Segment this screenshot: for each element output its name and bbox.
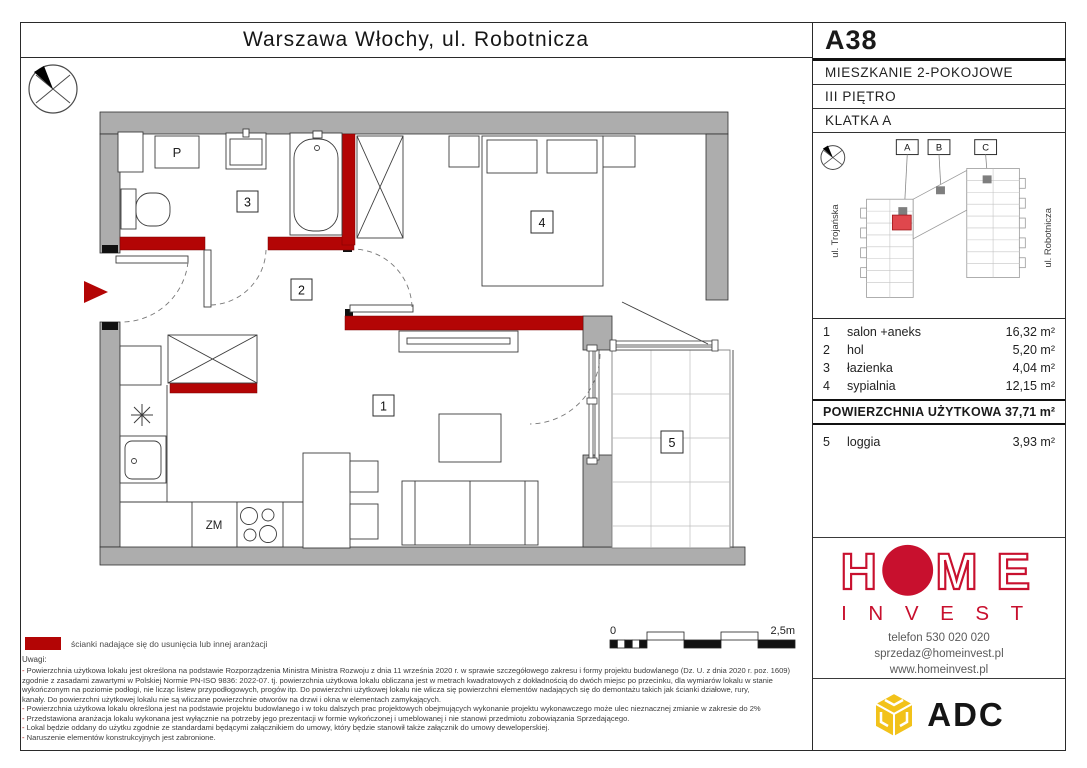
logo-letter-e: E — [996, 542, 1031, 600]
table-row: 4 sypialnia 12,15 m² — [823, 379, 1055, 393]
total-area-row: POWIERZCHNIA UŻYTKOWA 37,71 m² — [813, 399, 1065, 425]
street-right-label: ul. Robotnicza — [1042, 208, 1054, 268]
room-label-2: 2 — [298, 283, 305, 298]
site-compass-icon — [821, 146, 845, 170]
entrance-arrow — [84, 281, 108, 303]
legend — [25, 637, 268, 650]
logo-letter-o-dot — [882, 545, 933, 596]
developer-logo-block — [813, 537, 1065, 678]
removable-wall-swatch — [25, 637, 61, 650]
chair-1 — [350, 461, 378, 492]
red-wall-bath-right — [268, 237, 354, 250]
street-left-label: ul. Trojańska — [828, 204, 840, 258]
unit-floor: III PIĘTRO — [813, 85, 1066, 109]
table-row: 2 hol 5,20 m² — [823, 343, 1055, 357]
wall-left-lower — [100, 322, 120, 547]
compass-icon — [24, 60, 82, 118]
title-band — [20, 22, 812, 58]
room-label-4: 4 — [538, 216, 546, 230]
wall-top — [100, 112, 728, 134]
legal-notes — [22, 666, 808, 742]
bathtub-tap — [313, 131, 322, 138]
floor-plan — [80, 98, 752, 570]
highlighted-unit — [892, 215, 911, 230]
website: www.homeinvest.pl — [889, 664, 989, 676]
red-wall-wardrobe — [170, 383, 257, 393]
logo-letter-m: M — [935, 542, 978, 600]
boiler-symbol — [131, 404, 153, 426]
red-wall-bedroom-side — [342, 134, 355, 245]
window-salon-loggia — [589, 350, 593, 460]
note-line: - Przedstawiona aranżacja lokalu wykonana jest wyłącznie na potrzeby jego prezentacji w formie wykończonej i umeblowanej i nie stanowi przedmiotu zobowiązania Sprzedającego. — [22, 713, 630, 723]
red-wall-bedroom-long — [345, 316, 583, 330]
nightstand-left — [449, 136, 479, 167]
kitchen-sink-basin — [125, 441, 161, 479]
stairwell-a: A — [904, 141, 911, 153]
partner-name: ADC — [927, 696, 1005, 733]
scale-start: 0 — [610, 625, 617, 637]
rooms-table — [813, 318, 1065, 451]
adc-cube-icon — [873, 692, 915, 738]
note-line: - Powierzchnia użytkowa lokalu jest określona na podstawie Rozporządzenia Ministra Ministra Rozwoju z dnia 11 września 2020 r. w sprawie szczegółowego zakresu i formy projektu budowlanego (Dz. U. z dnia 2020 r. poz. 1609) — [22, 666, 791, 675]
unit-type: MIESZKANIE 2-POKOJOWE — [813, 61, 1066, 85]
dishwasher-label: ZM — [205, 520, 223, 532]
wall-pier-lower — [583, 455, 612, 547]
contact-info — [874, 630, 1003, 678]
phone: telefon 530 020 020 — [888, 632, 990, 644]
notes-title: Uwagi: — [22, 655, 47, 664]
wall-left-upper — [100, 134, 120, 253]
wall-bottom — [100, 547, 745, 565]
red-wall-bath-left — [120, 237, 205, 250]
unit-code: A38 — [813, 22, 1066, 61]
unit-entrance: KLATKA A — [813, 109, 1066, 133]
note-line: - Powierzchnia użytkowa lokalu określona jest na podstawie projektu budowlanego i w toku dalszych prac projektowych obejmujących wykonanie projektu wykonawczego może ulec nieznacznej zmianie w zakresie do 2% — [22, 704, 761, 714]
washer-label: P — [172, 145, 182, 160]
stairwell-c: C — [982, 141, 990, 153]
sideboard-slot — [407, 338, 510, 344]
nightstand-right — [602, 136, 635, 167]
stairwell-b: B — [935, 141, 943, 153]
balcony-door-leaf-bedroom — [622, 302, 708, 344]
room-label-1: 1 — [380, 399, 387, 414]
pillow-right — [547, 140, 597, 173]
table-row: 1 salon +aneks 16,32 m² — [823, 325, 1055, 339]
note-line: kanały. Do powierzchni użytkowej lokalu nie są wliczane powierzchnie otworów na drzwi i okna w elementach zamykających. — [22, 694, 441, 704]
chair-2 — [350, 504, 378, 539]
bathtub-inner — [294, 139, 338, 231]
bath-sink-tap — [243, 129, 249, 137]
bedroom-furniture — [357, 136, 635, 286]
site-plan — [813, 133, 1065, 318]
partner-logo-block — [813, 678, 1065, 751]
home-invest-logo — [833, 538, 1045, 628]
kitchen-living-furniture — [120, 331, 538, 548]
pillow-left — [487, 140, 537, 173]
toilet-tank — [121, 189, 136, 229]
note-line: zgodnie z zasadami zawartymi w Polskiej Normie PN-ISO 9836: 2022-07. tj. powierzchnia użytkowa lokalu obliczana jest w metrach kwadratowych z dokładnością do dwóch miejsc po przecinku, dla wymiarów lokalu w stanie — [22, 675, 773, 685]
logo-letter-h: H — [840, 542, 878, 600]
note-line: wykończonym na poziomie podłogi, nie licząc listew przypodłogowych, progów itp. Do powierzchni użytkowej lokalu nie wlicza się powierzchni elementów nadających się do demontażu takich jak ścianki działowe, rury, — [22, 685, 750, 695]
room-label-5: 5 — [668, 436, 676, 450]
fridge — [120, 346, 161, 385]
table-row-loggia: 5 loggia 3,93 m² — [823, 435, 1055, 449]
note-line: - Naruszenie elementów konstrukcyjnych jest zabronione. — [22, 732, 216, 742]
bathroom-fixtures — [118, 129, 342, 235]
scale-bar — [602, 620, 802, 658]
bedroom-door-leaf — [350, 305, 413, 312]
toilet-bowl — [136, 193, 170, 226]
coffee-table — [439, 414, 501, 462]
email: sprzedaz@homeinvest.pl — [874, 648, 1004, 660]
logo-invest: INVEST — [841, 602, 1037, 626]
entrance-door-leaf — [116, 256, 188, 263]
legend-text: ścianki nadające się do usunięcia lub innej aranżacji — [71, 638, 268, 649]
bathroom-door-leaf — [204, 250, 211, 307]
wall-right — [706, 134, 728, 300]
dining-table — [303, 453, 350, 548]
bath-sink-basin — [230, 139, 262, 165]
note-line: - Lokal będzie oddany do użytku zgodnie ze standardami będącymi załącznikiem do umowy, który będzie stanowił także załącznik do umowy deweloperskiej. — [22, 723, 550, 733]
scale-end: 2,5m — [770, 625, 795, 637]
window-bedroom-loggia — [616, 341, 712, 345]
page-title: Warszawa Włochy, ul. Robotnicza — [242, 27, 590, 51]
room-label-3: 3 — [244, 195, 251, 210]
shelf — [118, 132, 143, 172]
info-panel — [812, 22, 1066, 751]
table-row: 3 łazienka 4,04 m² — [823, 361, 1055, 375]
